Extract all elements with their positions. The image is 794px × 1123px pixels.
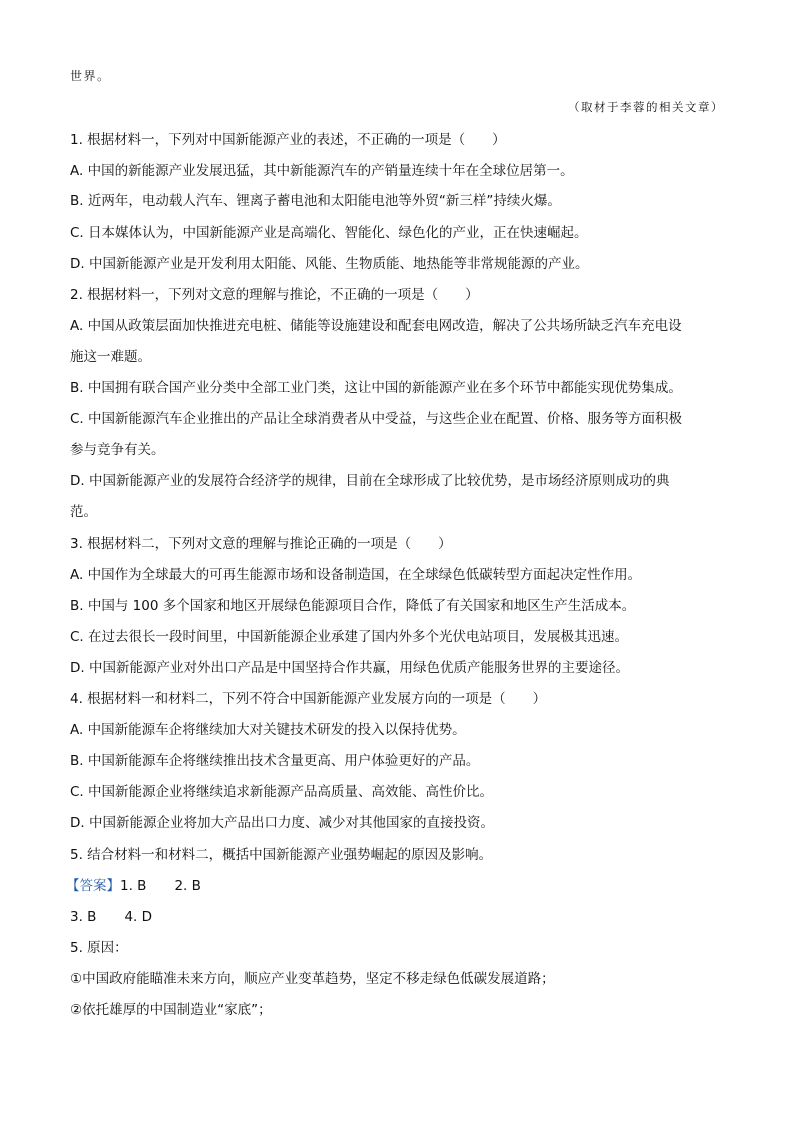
question-3-option-d: D. 中国新能源产业对外出口产品是中国坚持合作共赢，用绿色优质产能服务世界的主要途径。 <box>70 660 629 676</box>
question-4-stem: 4. 根据材料一和材料二，下列不符合中国新能源产业发展方向的一项是（ ） <box>70 691 547 707</box>
question-3-option-b: B. 中国与 100 多个国家和地区开展绿色能源项目合作，降低了有关国家和地区生产生活成本。 <box>70 598 636 614</box>
question-4-option-c: C. 中国新能源企业将继续追求新能源产品高质量、高效能、高性价比。 <box>70 784 494 800</box>
question-2-option-c: C. 中国新能源汽车企业推出的产品让全球消费者从中受益，与这些企业在配置、价格、服务等方面积极 <box>70 411 683 427</box>
answer-5-point-1: ①中国政府能瞄准未来方向，顺应产业变革趋势，坚定不移走绿色低碳发展道路； <box>70 971 555 987</box>
question-2-stem: 2. 根据材料一，下列对文意的理解与推论，不正确的一项是（ ） <box>70 287 479 303</box>
question-4-option-b: B. 中国新能源车企将继续推出技术含量更高、用户体验更好的产品。 <box>70 753 480 769</box>
question-3-stem: 3. 根据材料二，下列对文意的理解与推论正确的一项是（ ） <box>70 536 452 552</box>
question-1-option-a: A. 中国的新能源产业发展迅猛，其中新能源汽车的产销量连续十年在全球位居第一。 <box>70 163 574 179</box>
question-1-option-d: D. 中国新能源产业是开发利用太阳能、风能、生物质能、地热能等非常规能源的产业。 <box>70 256 589 272</box>
source-note: （取材于李蓉的相关文章） <box>568 100 724 114</box>
question-2-option-a: A. 中国从政策层面加快推进充电桩、储能等设施建设和配套电网改造，解决了公共场所缺乏汽车充电设 <box>70 318 682 334</box>
question-1-option-b: B. 近两年，电动载人汽车、锂离子蓄电池和太阳能电池等外贸“新三样”持续火爆。 <box>70 193 561 209</box>
answer-5-point-2: ②依托雄厚的中国制造业“家底”； <box>70 1002 272 1018</box>
question-4-option-a: A. 中国新能源车企将继续加大对关键技术研发的投入以保持优势。 <box>70 722 466 738</box>
answer-label: 【答案】 <box>66 878 120 894</box>
answer-line-2 <box>70 907 730 927</box>
answer-line-1 <box>66 876 726 896</box>
answer-4: 4. D <box>124 909 153 925</box>
question-1-stem: 1. 根据材料一，下列对中国新能源产业的表述，不正确的一项是（ ） <box>70 132 506 148</box>
question-4-option-d: D. 中国新能源企业将加大产品出口力度、减少对其他国家的直接投资。 <box>70 815 494 831</box>
answer-2: 2. B <box>174 878 201 894</box>
question-2-option-d: D. 中国新能源产业的发展符合经济学的规律，目前在全球形成了比较优势，是市场经济原则成功的典 <box>70 473 670 489</box>
question-2-option-b: B. 中国拥有联合国产业分类中全部工业门类，这让中国的新能源产业在多个环节中都能实现优势集成。 <box>70 380 682 396</box>
question-2-option-a-cont: 施这一难题。 <box>70 349 151 365</box>
question-3-option-c: C. 在过去很长一段时间里，中国新能源企业承建了国内外多个光伏电站项目，发展极其迅速。 <box>70 629 629 645</box>
question-1-option-c: C. 日本媒体认为，中国新能源产业是高端化、智能化、绿色化的产业，正在快速崛起。 <box>70 225 588 241</box>
answer-3: 3. B <box>70 909 97 925</box>
answer-1: 1. B <box>120 878 147 894</box>
answer-5-heading: 5. 原因： <box>70 940 128 956</box>
question-2-option-c-cont: 参与竞争有关。 <box>70 442 165 458</box>
question-3-option-a: A. 中国作为全球最大的可再生能源市场和设备制造国，在全球绿色低碳转型方面起决定性作用。 <box>70 567 642 583</box>
question-5-stem: 5. 结合材料一和材料二，概括中国新能源产业强势崛起的原因及影响。 <box>70 847 493 863</box>
question-2-option-d-cont: 范。 <box>70 504 97 520</box>
continuation-text: 世界。 <box>70 69 111 83</box>
